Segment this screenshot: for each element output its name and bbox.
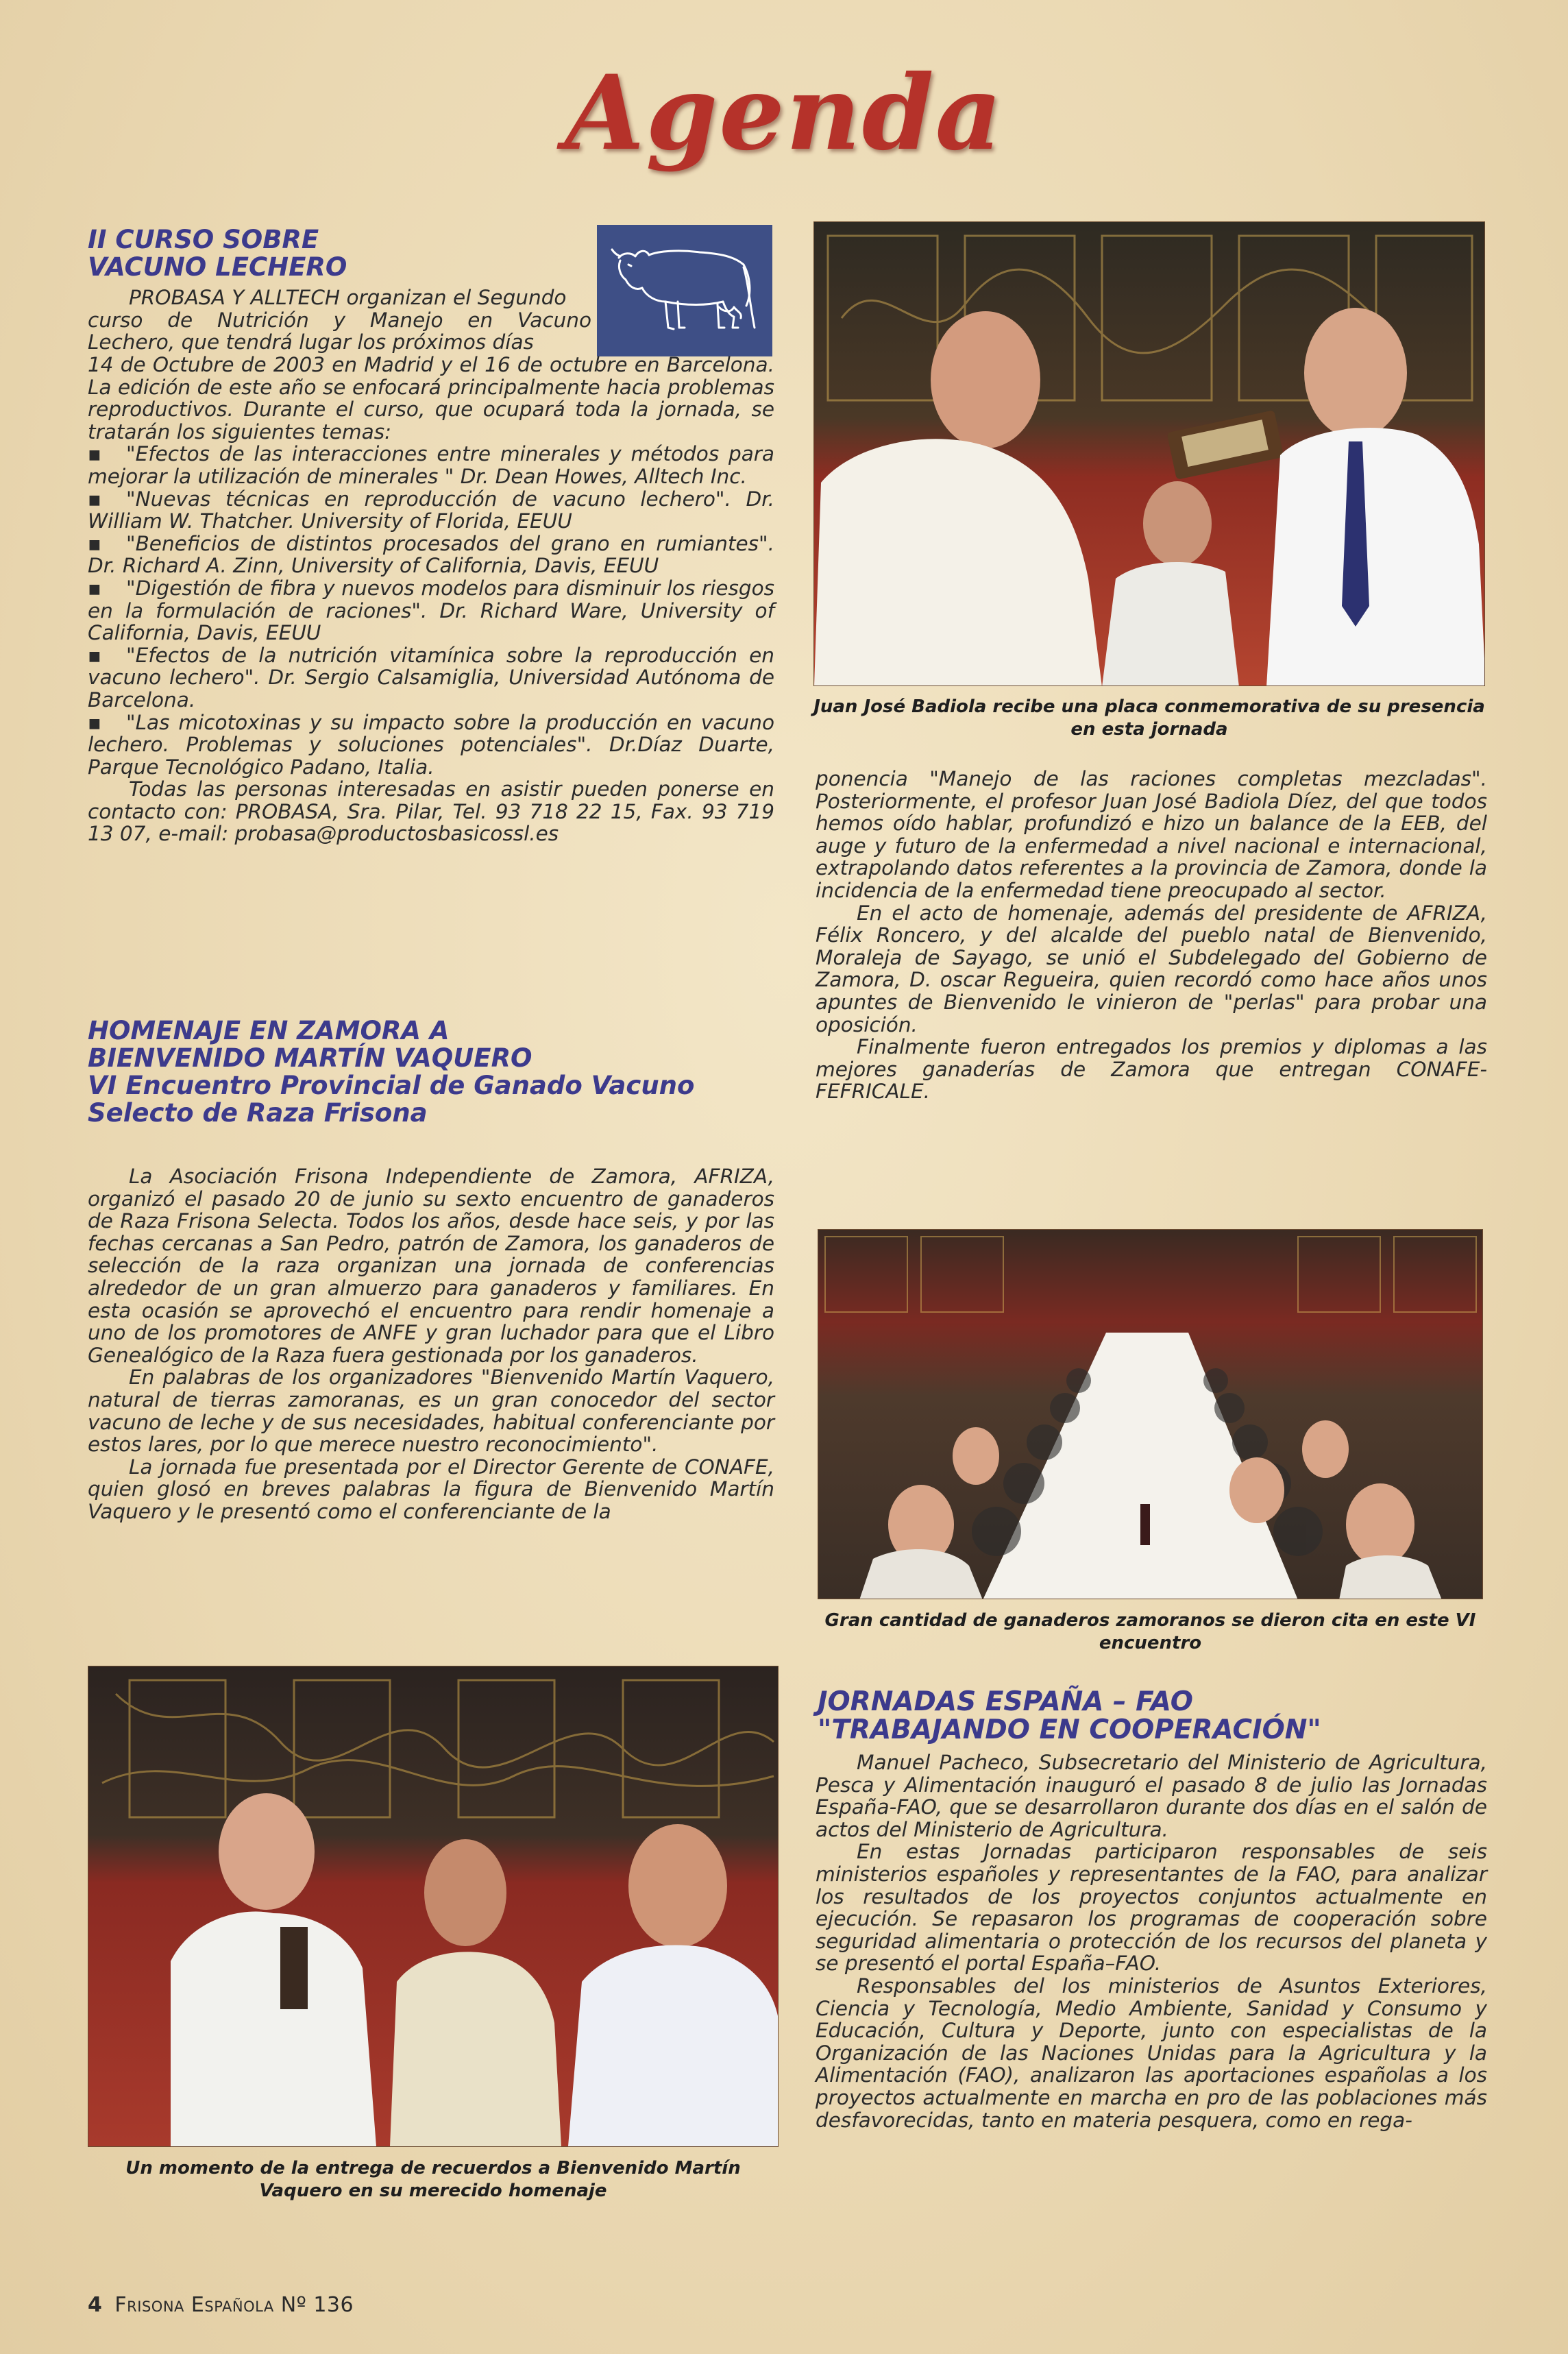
article1-bullet: ▪ "Efectos de las interacciones entre minerales y métodos para mejorar la utilización de minerales " Dr. Dean Howes, Alltech Inc. [88, 442, 774, 488]
bullet-icon: ▪ [88, 531, 101, 555]
article3-title-line2: "TRABAJANDO EN COOPERACIÓN" [818, 1714, 1321, 1745]
article3-paragraph: Manuel Pacheco, Subsecretario del Ministerio de Agricultura, Pesca y Alimentación inauguró el pasado 8 de julio las Jornadas España-FAO, que se desarrollaron durante dos días en el salón de actos del Ministerio de Agricultura. [816, 1751, 1487, 1841]
article1-bullet: ▪ "Digestión de fibra y nuevos modelos para disminuir los riesgos en la formulación de raciones". Dr. Richard Ware, University of California, Davis, EEUU [88, 576, 774, 645]
photo3-caption: Un momento de la entrega de recuerdos a Bienvenido Martín Vaquero en su merecido homenaje [125, 2158, 741, 2201]
article2-paragraph: La Asociación Frisona Independiente de Zamora, AFRIZA, organizó el pasado 20 de junio su sexto encuentro de ganaderos de Raza Frisona Selecta. Todos los años, desde hace seis, y por las fechas cercanas a San Pedro, patrón de Zamora, los ganaderos de selección de la raza organizan una jornada de conferencias alrededor de un gran almuerzo para ganaderos y familiares. En esta ocasión se aprovechó el encuentro para rendir homenaje a uno de los promotores de ANFE y gran luchador para que el Libro Genealógico de la Raza fuera gestionada por los ganaderos. [88, 1165, 774, 1367]
bullet-icon: ▪ [88, 643, 101, 667]
article1-bullet: ▪ "Beneficios de distintos procesados del grano en rumiantes". Dr. Richard A. Zinn, University of California, Davis, EEUU [88, 531, 774, 578]
publication-name: Frisona Española Nº 136 [114, 2293, 354, 2317]
masthead-title: Agenda [565, 53, 1003, 173]
bullet-icon: ▪ [88, 576, 101, 600]
article2-paragraph: ponencia "Manejo de las raciones completas mezcladas". Posteriormente, el profesor Juan José Badiola Díez, del que todos hemos oído hablar, profundizó e hizo un balance de la EEB, del auge y futuro de la enfermedad a nivel nacional e internacional, extrapolando datos referentes a la provincia de Zamora, donde la incidencia de la enfermedad tiene preocupado al sector. [816, 767, 1487, 902]
article2-heading [88, 1017, 780, 1127]
article1-bullet: ▪ "Las micotoxinas y su impacto sobre la producción en vacuno lechero. Problemas y soluciones potenciales". Dr.Díaz Duarte, Parque Tecnológico Padano, Italia. [88, 710, 774, 779]
article1-intro [88, 287, 591, 354]
photo-badiola-placa [813, 221, 1485, 686]
article1-contact: Todas las personas interesadas en asistir pueden ponerse en contacto con: PROBASA, Sra. Pilar, Tel. 93 718 22 15, Fax. 93 719 13 07, e-mail: probasa@productosbasicossl.es [88, 777, 774, 846]
article1-heading [88, 226, 581, 281]
article3-paragraph: En estas Jornadas participaron responsables de seis ministerios españoles y representantes de la FAO, para analizar los resultados de los proyectos conjuntos actualmente en ejecución. Se repasaron los programas de cooperación sobre seguridad alimentaria o protección de los recursos del planeta y se presentó el portal España–FAO. [816, 1840, 1487, 1976]
article2-paragraph: En palabras de los organizadores "Bienvenido Martín Vaquero, natural de tierras zamoranas, es un gran conocedor del sector vacuno de leche y de sus necesidades, habitual conferenciante por estos lares, por lo que merece nuestro reconocimiento". [88, 1366, 774, 1457]
bullet-icon: ▪ [88, 442, 101, 466]
page-footer [88, 2293, 354, 2317]
bullet-icon: ▪ [88, 487, 101, 511]
article1-title-line1: II CURSO SOBRE [88, 225, 319, 254]
article3-heading [818, 1688, 1489, 1744]
photo2-caption: Gran cantidad de ganaderos zamoranos se dieron cita en este VI encuentro [824, 1610, 1476, 1653]
article2-paragraph: Finalmente fueron entregados los premios y diplomas a las mejores ganaderías de Zamora que entregan CONAFE-FEFRICALE. [816, 1035, 1487, 1104]
article1-bullet: ▪ "Nuevas técnicas en reproducción de vacuno lechero". Dr. William W. Thatcher. University of Florida, EEUU [88, 487, 774, 533]
article3-paragraph: Responsables del los ministerios de Asuntos Exteriores, Ciencia y Tecnología, Medio Ambiente, Sanidad y Consumo y Educación, Cultura y Deporte, junto con especialistas de la Organización de las Naciones Unidas para la Agricultura y la Alimentación (FAO), analizaron las aportaciones españolas a los proyectos actualmente en marcha en pro de las poblaciones más desfavorecidas, tanto en materia pesquera, como en rega- [816, 1974, 1487, 2132]
article1-intro-line2: curso de Nutrición y Manejo en Vacuno [88, 308, 591, 332]
cow-outline-icon [597, 225, 772, 356]
article1-title-line2: VACUNO LECHERO [88, 252, 347, 282]
article2-body-left [88, 1165, 774, 1523]
article2-subtitle-line1: VI Encuentro Provincial de Ganado Vacuno [88, 1071, 695, 1100]
article2-title-line1: HOMENAJE EN ZAMORA A [88, 1016, 450, 1045]
article2-body-right [816, 768, 1487, 1103]
article1-body [88, 354, 774, 845]
article2-paragraph: La jornada fue presentada por el Director Gerente de CONAFE, quien glosó en breves palabras la figura de Bienvenido Martín Vaquero y le presentó como el conferenciante de la [88, 1455, 774, 1523]
article1-intro-line3: Lechero, que tendrá lugar los próximos días [88, 330, 534, 354]
article2-title-line2: BIENVENIDO MARTÍN VAQUERO [88, 1043, 532, 1073]
article1-intro-rest: 14 de Octubre de 2003 en Madrid y el 16 de octubre en Barcelona. La edición de este año se enfocará principalmente hacia problemas reproductivos. Durante el curso, que ocupará toda la jornada, se tratarán los siguientes temas: [88, 353, 774, 444]
photo-homenaje [88, 1666, 779, 2147]
article3-title-line1: JORNADAS ESPAÑA – FAO [818, 1686, 1193, 1717]
article1-intro-line1: PROBASA Y ALLTECH organizan el Segundo [129, 286, 567, 309]
article3-body [816, 1751, 1487, 2131]
bullet-icon: ▪ [88, 710, 101, 734]
article2-paragraph: En el acto de homenaje, además del presidente de AFRIZA, Félix Roncero, y del alcalde del pueblo natal de Bienvenido, Moraleja de Sayago, se unió el Subdelegado del Gobierno de Zamora, D. oscar Regueira, quien recordó como hace años unos apuntes de Bienvenido le vinieron de "perlas" para probar una oposición. [816, 901, 1487, 1036]
photo1-caption: Juan José Badiola recibe una placa conmemorativa de su presencia en esta jornada [813, 696, 1485, 740]
page-number: 4 [88, 2293, 103, 2317]
article1-bullet: ▪ "Efectos de la nutrición vitamínica sobre la reproducción en vacuno lechero". Dr. Sergio Calsamiglia, Universidad Autónoma de Barcelona. [88, 643, 774, 712]
article2-subtitle-line2: Selecto de Raza Frisona [88, 1098, 428, 1128]
photo-banquete [818, 1229, 1483, 1599]
